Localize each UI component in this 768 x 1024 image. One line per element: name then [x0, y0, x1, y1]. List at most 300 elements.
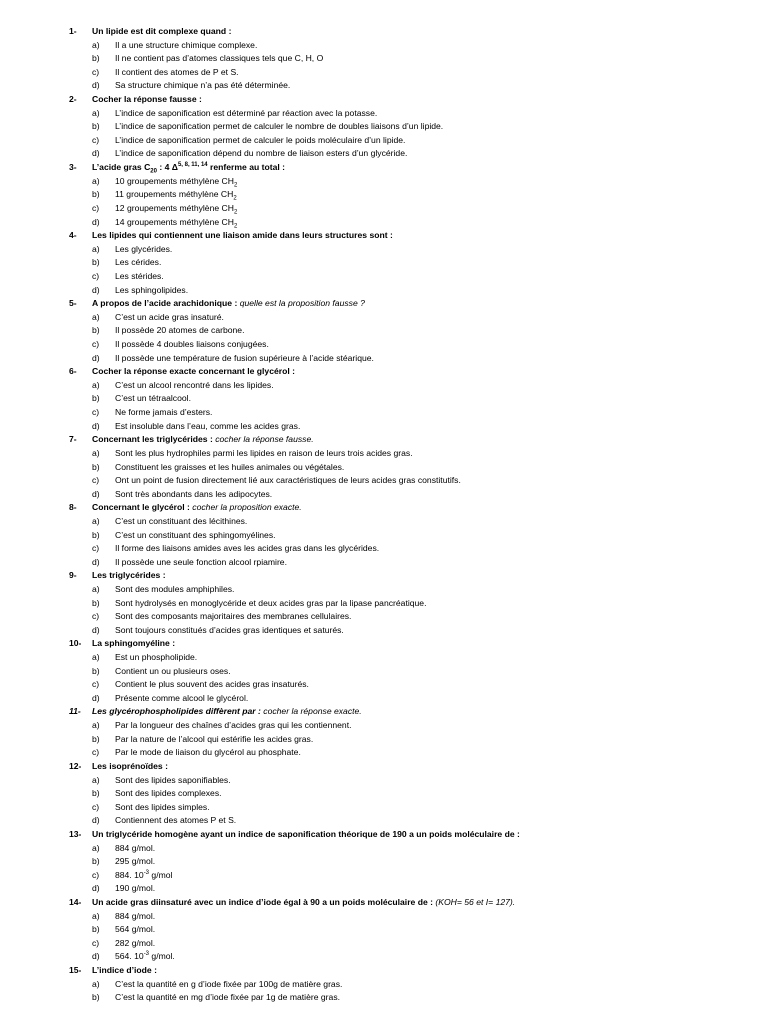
option-letter: b) [92, 924, 100, 935]
option-letter: a) [92, 720, 100, 731]
option-letter: c) [92, 937, 100, 948]
option-text-main: Présente comme alcool le glycérol. [115, 692, 249, 703]
question-number: 5- [69, 298, 77, 309]
question-text [92, 433, 314, 447]
option-text-main: Sont les plus hydrophiles parmi les lipides en raison de leurs trois acides gras. [115, 447, 413, 458]
option-text [115, 379, 274, 393]
answer-option [0, 529, 768, 543]
answer-option [0, 420, 768, 434]
option-letter: d) [92, 692, 100, 703]
option-letter: d) [92, 883, 100, 894]
option-text-main: Il possède une seule fonction alcool rpiamire. [115, 556, 287, 567]
answer-option [0, 937, 768, 951]
question-heading [0, 896, 768, 910]
option-text-main: 10 groupements méthylène CH [115, 175, 234, 186]
answer-option [0, 774, 768, 788]
option-text-part: g/mol. [149, 951, 175, 962]
option-text-main: C’est un tétraalcool. [115, 393, 191, 404]
question-heading [0, 25, 768, 39]
answer-option [0, 474, 768, 488]
option-letter: d) [92, 148, 100, 159]
option-text [115, 216, 237, 230]
question-text-main: La sphingomyéline : [92, 638, 176, 649]
question-text-main: Un triglycéride homogène ayant un indice de saponification théorique de 190 a un poids moléculaire de : [92, 828, 520, 839]
option-letter: d) [92, 556, 100, 567]
option-letter: b) [92, 665, 100, 676]
option-text [115, 597, 426, 611]
option-text [115, 243, 172, 257]
option-text-main: Les sphingolipides. [115, 284, 189, 295]
option-text [115, 746, 301, 760]
option-letter: c) [92, 202, 100, 213]
option-letter: a) [92, 978, 100, 989]
option-letter: d) [92, 284, 100, 295]
option-text [115, 338, 269, 352]
question-heading [0, 569, 768, 583]
option-text [115, 855, 155, 869]
question-number: 6- [69, 366, 77, 377]
option-text-main: Ne forme jamais d’esters. [115, 407, 213, 418]
question-heading [0, 964, 768, 978]
option-text-main: C’est un acide gras insaturé. [115, 311, 224, 322]
option-letter: b) [92, 461, 100, 472]
answer-option [0, 52, 768, 66]
option-text [115, 583, 234, 597]
option-text [115, 624, 344, 638]
superscript: -3 [143, 951, 150, 958]
option-letter: c) [92, 747, 100, 758]
superscript: 5, 8, 11, 14 [177, 162, 208, 169]
option-letter: a) [92, 583, 100, 594]
question-text-main: Concernant les triglycérides : [92, 434, 216, 445]
option-text-main: Sont toujours constitués d’acides gras identiques et saturés. [115, 624, 344, 635]
option-text-main: Constituent les graisses et les huiles animales ou végétales. [115, 461, 345, 472]
option-letter: c) [92, 611, 100, 622]
option-text [115, 923, 155, 937]
option-letter: a) [92, 175, 100, 186]
option-letter: b) [92, 257, 100, 268]
question-number: 15- [69, 965, 82, 976]
option-text-main: C’est un alcool rencontré dans les lipides. [115, 379, 274, 390]
option-letter: b) [92, 393, 100, 404]
question-text-main: Un lipide est dit complexe quand : [92, 26, 232, 36]
answer-option [0, 175, 768, 189]
option-letter: c) [92, 801, 100, 812]
option-text-main: Sont très abondants dans les adipocytes. [115, 488, 273, 499]
option-letter: b) [92, 325, 100, 336]
question-heading [0, 433, 768, 447]
option-letter: a) [92, 910, 100, 921]
option-text [115, 52, 323, 66]
answer-option [0, 284, 768, 298]
option-text [115, 515, 247, 529]
answer-option [0, 597, 768, 611]
answer-option [0, 733, 768, 747]
question-number: 8- [69, 502, 77, 513]
option-text-main: C’est la quantité en mg d’iode fixée par 1g de matière gras. [115, 992, 340, 1003]
question-heading [0, 161, 768, 175]
option-letter: a) [92, 311, 100, 322]
option-text-main: 564 g/mol. [115, 924, 156, 935]
option-text-main: Sont des modules amphiphiles. [115, 583, 235, 594]
option-letter: d) [92, 624, 100, 635]
answer-option [0, 787, 768, 801]
answer-option [0, 882, 768, 896]
exam-document [0, 25, 768, 1005]
answer-option [0, 746, 768, 760]
option-text-main: Il ne contient pas d’atomes classiques tels que C, H, O [115, 53, 324, 64]
option-text-main: Sont hydrolysés en monoglycéride et deux acides gras par la lipase pancréatique. [115, 597, 427, 608]
option-text [115, 801, 210, 815]
option-text [115, 188, 237, 202]
option-text-main: L’indice de saponification est déterminé par réaction avec la potasse. [115, 107, 378, 118]
option-text [115, 120, 443, 134]
answer-option [0, 243, 768, 257]
option-letter: a) [92, 515, 100, 526]
question-number: 2- [69, 94, 77, 105]
option-letter: d) [92, 815, 100, 826]
option-letter: a) [92, 107, 100, 118]
question-text [92, 365, 295, 379]
question-text-main: Les isoprénoïdes : [92, 760, 168, 771]
option-text-main: Sont des composants majoritaires des membranes cellulaires. [115, 611, 352, 622]
question-text-part: : 4 Δ [156, 162, 178, 173]
answer-option [0, 256, 768, 270]
option-letter: d) [92, 352, 100, 363]
option-text [115, 488, 272, 502]
question-heading [0, 501, 768, 515]
option-letter: c) [92, 679, 100, 690]
option-letter: a) [92, 652, 100, 663]
question-text-main: L’acide gras C [92, 162, 151, 173]
answer-option [0, 107, 768, 121]
option-text-main: Il a une structure chimique complexe. [115, 39, 258, 50]
question-instruction: (KOH= 56 et I= 127). [435, 897, 516, 907]
question-text-main: Cocher la réponse fausse : [92, 94, 202, 105]
question-text [92, 569, 166, 583]
answer-option [0, 188, 768, 202]
question-text [92, 705, 362, 719]
question-number: 4- [69, 230, 77, 241]
question-number: 3- [69, 162, 77, 173]
option-text [115, 352, 374, 366]
answer-option [0, 910, 768, 924]
answer-option [0, 461, 768, 475]
option-letter: b) [92, 992, 100, 1003]
answer-option [0, 719, 768, 733]
question-text-main: Un acide gras diinsaturé avec un indice d’iode égal à 90 a un poids moléculaire de : [92, 897, 436, 907]
question-text [92, 501, 302, 515]
answer-option [0, 842, 768, 856]
option-text-main: 190 g/mol. [115, 883, 156, 894]
option-text [115, 79, 290, 93]
question-text [92, 964, 157, 978]
option-text [115, 678, 309, 692]
option-letter: c) [92, 543, 100, 554]
option-text [115, 719, 351, 733]
option-text-main: 564. 10 [115, 951, 144, 962]
option-text-main: 12 groupements méthylène CH [115, 202, 234, 213]
subscript: 2 [233, 196, 237, 203]
option-letter: b) [92, 189, 100, 200]
answer-option [0, 651, 768, 665]
question-text [92, 828, 520, 842]
option-text [115, 978, 342, 992]
question-text [92, 637, 175, 651]
answer-option [0, 678, 768, 692]
option-text [115, 542, 379, 556]
question-number: 1- [69, 26, 77, 36]
option-text-main: C’est un constituant des sphingomyélines. [115, 529, 276, 540]
answer-option [0, 120, 768, 134]
option-letter: d) [92, 488, 100, 499]
question-text-main: Cocher la réponse exacte concernant le glycérol : [92, 366, 295, 377]
option-text [115, 147, 407, 161]
question-text [92, 297, 365, 311]
answer-option [0, 338, 768, 352]
question-heading [0, 229, 768, 243]
question-number: 13- [69, 828, 82, 839]
option-text-main: Ont un point de fusion directement lié aux caractéristiques de leurs acides gras constitutifs. [115, 475, 461, 486]
option-text [115, 692, 248, 706]
answer-option [0, 488, 768, 502]
option-text-main: Est un phospholipide. [115, 652, 198, 663]
option-letter: a) [92, 39, 100, 50]
answer-option [0, 79, 768, 93]
option-text [115, 392, 191, 406]
option-text-main: Il contient des atomes de P et S. [115, 66, 239, 77]
option-text-main: Par la nature de l’alcool qui estérifie les acides gras. [115, 733, 314, 744]
subscript: 2 [233, 182, 238, 189]
option-text [115, 842, 155, 856]
option-text [115, 107, 377, 121]
option-text [115, 787, 222, 801]
question-text [92, 229, 393, 243]
subscript: 2 [233, 209, 238, 216]
question-heading [0, 297, 768, 311]
option-text [115, 556, 287, 570]
option-text-main: C’est la quantité en g d’iode fixée par 100g de matière gras. [115, 978, 343, 989]
option-text [115, 256, 161, 270]
question-text [92, 161, 285, 175]
option-text-main: Les stérides. [115, 270, 164, 281]
answer-option [0, 447, 768, 461]
option-text [115, 406, 212, 420]
question-number: 14- [69, 897, 82, 907]
option-text-part: g/mol [149, 869, 173, 880]
option-letter: c) [92, 869, 100, 880]
option-text-main: 282 g/mol. [115, 937, 156, 948]
option-letter: b) [92, 733, 100, 744]
option-text-main: Contient un ou plusieurs oses. [115, 665, 231, 676]
option-text-main: Par le mode de liaison du glycérol au phosphate. [115, 747, 301, 758]
option-letter: b) [92, 53, 100, 64]
answer-option [0, 583, 768, 597]
option-text [115, 733, 313, 747]
answer-option [0, 624, 768, 638]
option-text-main: Les cérides. [115, 257, 162, 268]
option-text [115, 461, 344, 475]
option-text-main: L’indice de saponification dépend du nombre de liaison esters d’un glycéride. [115, 148, 408, 159]
option-text [115, 991, 340, 1005]
question-heading [0, 705, 768, 719]
answer-option [0, 950, 768, 964]
answer-option [0, 556, 768, 570]
answer-option [0, 855, 768, 869]
option-text [115, 311, 224, 325]
question-text-main: Les glycérophospholipides diffèrent par : [92, 706, 264, 717]
answer-option [0, 352, 768, 366]
question-text-main: Concernant le glycérol : [92, 502, 193, 513]
option-text [115, 869, 172, 883]
option-text [115, 270, 164, 284]
subscript: 2 [233, 223, 238, 230]
answer-option [0, 991, 768, 1005]
option-text-main: 295 g/mol. [115, 856, 156, 867]
question-instruction: cocher la réponse fausse. [215, 434, 314, 445]
option-text-main: Contiennent des atomes P et S. [115, 815, 237, 826]
option-letter: b) [92, 121, 100, 132]
option-text [115, 474, 461, 488]
option-text-main: 884 g/mol. [115, 910, 156, 921]
option-text-main: Il possède 20 atomes de carbone. [115, 325, 245, 336]
question-heading [0, 637, 768, 651]
answer-option [0, 39, 768, 53]
answer-option [0, 665, 768, 679]
answer-option [0, 801, 768, 815]
option-text [115, 420, 300, 434]
question-text-main: Les lipides qui contiennent une liaison amide dans leurs structures sont : [92, 230, 393, 241]
option-text-main: Est insoluble dans l’eau, comme les acides gras. [115, 420, 301, 431]
option-letter: b) [92, 856, 100, 867]
option-text-main: 11 groupements méthylène CH [115, 189, 234, 200]
option-letter: c) [92, 407, 100, 418]
option-text-main: Il possède une température de fusion supérieure à l’acide stéarique. [115, 352, 374, 363]
question-text-main: A propos de l’acide arachidonique : [92, 298, 240, 309]
answer-option [0, 379, 768, 393]
question-text-main: L’indice d’iode : [92, 965, 157, 976]
option-text [115, 950, 175, 964]
answer-option [0, 515, 768, 529]
option-text [115, 665, 231, 679]
answer-option [0, 610, 768, 624]
option-text-main: Les glycérides. [115, 243, 173, 254]
option-text [115, 882, 155, 896]
question-number: 10- [69, 638, 82, 649]
option-letter: b) [92, 597, 100, 608]
question-text [92, 760, 168, 774]
question-number: 7- [69, 434, 77, 445]
option-letter: d) [92, 951, 100, 962]
option-text [115, 610, 351, 624]
option-letter: b) [92, 788, 100, 799]
option-text-main: Par la longueur des chaînes d’acides gras qui les contiennent. [115, 720, 352, 731]
option-text-main: Contient le plus souvent des acides gras insaturés. [115, 679, 309, 690]
question-number: 9- [69, 570, 77, 581]
answer-option [0, 66, 768, 80]
answer-option [0, 923, 768, 937]
option-text [115, 774, 231, 788]
option-text [115, 529, 276, 543]
option-letter: a) [92, 447, 100, 458]
option-text-main: 14 groupements méthylène CH [115, 216, 234, 227]
question-number: 11- [69, 706, 81, 717]
option-text [115, 66, 239, 80]
option-text-main: Il forme des liaisons amides aves les acides gras dans les glycérides. [115, 543, 380, 554]
question-instruction: cocher la proposition exacte. [192, 502, 302, 513]
question-text [92, 93, 202, 107]
answer-option [0, 978, 768, 992]
option-text-main: L’indice de saponification permet de calculer le nombre de doubles liaisons d’un lipide. [115, 121, 444, 132]
option-letter: c) [92, 339, 100, 350]
option-text [115, 284, 188, 298]
answer-option [0, 202, 768, 216]
answer-option [0, 147, 768, 161]
option-text [115, 910, 155, 924]
option-text [115, 447, 413, 461]
option-letter: a) [92, 243, 100, 254]
question-heading [0, 760, 768, 774]
option-text [115, 202, 237, 216]
option-text [115, 651, 197, 665]
option-text-main: Il possède 4 doubles liaisons conjugées. [115, 339, 269, 350]
option-text [115, 937, 155, 951]
option-letter: a) [92, 774, 100, 785]
question-number: 12- [69, 760, 82, 771]
question-text-part: renferme au total : [207, 162, 286, 173]
option-text-main: Sont des lipides saponifiables. [115, 774, 231, 785]
answer-option [0, 270, 768, 284]
option-text-main: C’est un constituant des lécithines. [115, 515, 248, 526]
answer-option [0, 134, 768, 148]
option-letter: a) [92, 379, 100, 390]
option-letter: d) [92, 80, 100, 91]
option-letter: d) [92, 216, 100, 227]
answer-option [0, 692, 768, 706]
question-text [92, 896, 515, 910]
option-text [115, 324, 244, 338]
option-letter: b) [92, 529, 100, 540]
option-letter: c) [92, 270, 100, 281]
option-text-main: Sont des lipides complexes. [115, 788, 222, 799]
answer-option [0, 324, 768, 338]
answer-option [0, 216, 768, 230]
option-text-main: 884. 10 [115, 869, 144, 880]
question-heading [0, 828, 768, 842]
option-text [115, 814, 236, 828]
option-text [115, 175, 237, 189]
answer-option [0, 542, 768, 556]
option-letter: c) [92, 66, 100, 77]
option-letter: a) [92, 842, 100, 853]
option-letter: c) [92, 475, 100, 486]
option-text [115, 134, 405, 148]
question-instruction: cocher la réponse exacte. [263, 706, 362, 717]
question-heading [0, 365, 768, 379]
superscript: -3 [143, 869, 150, 876]
option-text-main: 884 g/mol. [115, 842, 156, 853]
answer-option [0, 814, 768, 828]
question-text [92, 25, 231, 39]
answer-option [0, 311, 768, 325]
option-text-main: Sont des lipides simples. [115, 801, 210, 812]
answer-option [0, 406, 768, 420]
option-text [115, 39, 257, 53]
answer-option [0, 392, 768, 406]
answer-option [0, 869, 768, 883]
option-text-main: Sa structure chimique n’a pas été déterminée. [115, 80, 291, 91]
option-text-main: L’indice de saponification permet de calculer le poids moléculaire d’un lipide. [115, 134, 406, 145]
